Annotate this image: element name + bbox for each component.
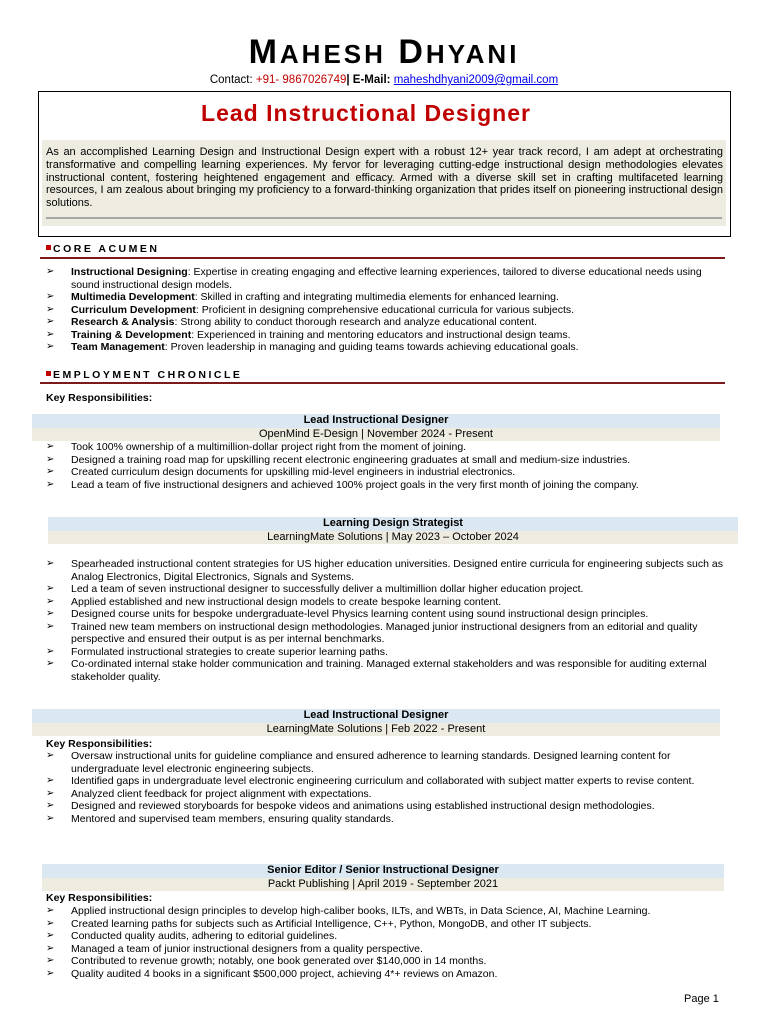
job-header (32, 414, 720, 441)
duty-text: Quality audited 4 books in a significant $500,000 project, achieving 4*+ reviews on Amazon. (71, 967, 498, 980)
bullet-item (46, 646, 726, 659)
skill-description: : Proficient in designing comprehensive educational curricula for various subjects. (195, 303, 575, 316)
arrow-bullet-icon: ➢ (46, 812, 55, 824)
arrow-bullet-icon: ➢ (46, 466, 55, 477)
duty-text: Took 100% ownership of a multimillion-dollar project right from the moment of joining. (71, 441, 467, 453)
name-first-initial: M (248, 33, 280, 71)
contact-label: Contact: (209, 74, 256, 86)
section-marker-icon (46, 245, 51, 250)
job-title: Learning Design Strategist (48, 517, 738, 531)
bullet-item (46, 466, 726, 479)
summary-text: As an accomplished Learning Design and Instructional Design expert with a robust 12+ year track record, I am adept at orchestrating transformative and compelling learning experiences. My fervor for leveraging cutting-edge instructional design methodologies elevates instructional content, fostering heightened engagement and efficacy. Armed with a diverse skill set in crafting multifaceted learning resources, I am zealous about bringing my proficiency to a forward-thinking organization that prides itself on pioneering instructional design solutions. (46, 146, 723, 210)
arrow-bullet-icon: ➢ (46, 775, 55, 786)
bullet-item (46, 341, 726, 354)
duty-text: Trained new team members on instructional design methodologies. Managed junior instructional designers from an editorial and quality perspective and ensured their output is as per internal benchmarks. (71, 620, 698, 645)
arrow-bullet-icon: ➢ (46, 955, 55, 966)
bullet-item (46, 968, 736, 981)
bullet-item (46, 621, 726, 646)
job-company: Packt Publishing | April 2019 - September 2021 (42, 878, 724, 891)
job-header (42, 864, 724, 891)
role-title: Lead Instructional Designer (201, 100, 531, 126)
arrow-bullet-icon: ➢ (46, 266, 55, 277)
skill-description: : Strong ability to conduct thorough research and analyze educational content. (174, 316, 537, 328)
bullet-item (46, 943, 736, 956)
page-number: Page 1 (684, 993, 719, 1005)
name-first-rest: AHESH (279, 39, 386, 69)
duty-text: Mentored and supervised team members, ensuring quality standards. (71, 812, 394, 825)
core-acumen-rule (40, 257, 725, 259)
bullet-item (46, 955, 736, 968)
arrow-bullet-icon: ➢ (46, 453, 55, 465)
duty-text: Spearheaded instructional content strategies for US higher education universities. Designed entire curricula for engineering subjects such as Analog Electronics, Digital Electronics, Signals and Systems. (71, 558, 723, 583)
arrow-bullet-icon: ➢ (46, 291, 55, 302)
bullet-item (46, 479, 726, 492)
key-responsibilities-label: Key Responsibilities: (46, 738, 153, 750)
phone-number: +91- 9867026749 (255, 74, 347, 86)
arrow-bullet-icon: ➢ (46, 787, 55, 799)
duty-text: Designed and reviewed storyboards for bespoke videos and animations using established instructional design methodologies. (71, 800, 655, 812)
job-title: Lead Instructional Designer (32, 414, 720, 428)
job-company: LearningMate Solutions | May 2023 – October 2024 (48, 531, 738, 544)
job-duties-list (46, 905, 736, 980)
bullet-item (46, 905, 736, 918)
skill-label: Training & Development (71, 328, 192, 341)
job-title: Senior Editor / Senior Instructional Designer (42, 864, 724, 878)
skill-description: : Expertise in creating engaging and effective learning experiences, tailored to diverse educational needs using sound instructional design models. (71, 266, 702, 291)
duty-text: Lead a team of five instructional designers and achieved 100% project goals in the very first month of joining the company. (71, 478, 639, 491)
duty-text: Designed a training road map for upskilling recent electronic engineering graduates at small and medium-size industries. (71, 453, 631, 466)
duty-text: Created learning paths for subjects such as Artificial Intelligence, C++, Python, MongoDB, and other IT subjects. (71, 917, 592, 930)
employment-rule (40, 382, 725, 384)
key-responsibilities-label: Key Responsibilities: (46, 392, 153, 404)
bullet-item (46, 800, 726, 813)
job-header (48, 517, 738, 544)
bullet-item (46, 775, 726, 788)
bullet-item (46, 918, 736, 931)
duty-text: Created curriculum design documents for upskilling mid-level engineers in industrial electronics. (71, 466, 516, 478)
arrow-bullet-icon: ➢ (46, 441, 55, 452)
arrow-bullet-icon: ➢ (46, 620, 55, 632)
bullet-item (46, 304, 726, 317)
bullet-item (46, 291, 726, 304)
job-duties-list (46, 558, 726, 683)
duty-text: Identified gaps in undergraduate level electronic engineering curriculum and collaborated with subject matter experts to revise content. (71, 775, 695, 787)
employment-heading (46, 369, 242, 381)
core-acumen-list (46, 266, 726, 354)
bullet-item (46, 454, 726, 467)
arrow-bullet-icon: ➢ (46, 316, 55, 327)
arrow-bullet-icon: ➢ (46, 750, 55, 761)
skill-description: : Skilled in crafting and integrating multimedia elements for enhanced learning. (194, 291, 559, 303)
skill-label: Research & Analysis (71, 316, 175, 328)
bullet-item (46, 930, 736, 943)
duty-text: Formulated instructional strategies to create superior learning paths. (71, 645, 388, 658)
bullet-item (46, 329, 726, 342)
email-label: | E-Mail: (346, 74, 394, 86)
job-duties-list (46, 441, 726, 491)
skill-description: : Proven leadership in managing and guiding teams towards achieving educational goals. (164, 341, 579, 353)
duty-text: Contributed to revenue growth; notably, one book generated over $140,000 in 14 months. (71, 955, 487, 967)
arrow-bullet-icon: ➢ (46, 942, 55, 954)
bullet-item (46, 441, 726, 454)
job-title: Lead Instructional Designer (32, 709, 720, 723)
bullet-item (46, 583, 726, 596)
duty-text: Led a team of seven instructional designer to successfully deliver a multimillion dollar higher education project. (71, 583, 584, 595)
employment-heading-text: EMPLOYMENT CHRONICLE (53, 369, 243, 381)
skill-label: Curriculum Development (71, 303, 196, 316)
duty-text: Analyzed client feedback for project alignment with expectations. (71, 787, 372, 800)
job-company: OpenMind E-Design | November 2024 - Present (32, 428, 720, 441)
arrow-bullet-icon: ➢ (46, 583, 55, 594)
arrow-bullet-icon: ➢ (46, 328, 55, 340)
skill-description: : Experienced in training and mentoring educators and instructional design teams. (191, 328, 571, 341)
skill-label: Instructional Designing (71, 266, 188, 278)
duty-text: Applied established and new instructional design models to create bespoke learning content. (71, 595, 502, 608)
job-company: LearningMate Solutions | Feb 2022 - Present (32, 723, 720, 736)
arrow-bullet-icon: ➢ (46, 905, 55, 916)
arrow-bullet-icon: ➢ (46, 645, 55, 657)
job-header (32, 709, 720, 736)
core-acumen-heading (46, 243, 159, 255)
name-last-initial: D (398, 33, 426, 71)
bullet-item (46, 813, 726, 826)
section-marker-icon (46, 371, 51, 376)
bullet-item (46, 658, 726, 683)
arrow-bullet-icon: ➢ (46, 595, 55, 607)
candidate-name (0, 32, 768, 74)
bullet-item (46, 750, 726, 775)
duty-text: Applied instructional design principles to develop high-caliber books, ILTs, and WBTs, in Data Science, AI, Machine Learning. (71, 905, 651, 917)
duty-text: Conducted quality audits, adhering to editorial guidelines. (71, 930, 338, 942)
contact-line (0, 73, 768, 87)
bullet-item (46, 558, 726, 583)
bullet-item (46, 788, 726, 801)
arrow-bullet-icon: ➢ (46, 930, 55, 941)
core-acumen-heading-text: CORE ACUMEN (53, 243, 160, 255)
duty-text: Oversaw instructional units for guideline compliance and ensured adherence to learning standards. Designed learning content for undergraduate level electronic engineering subjects. (71, 750, 671, 775)
arrow-bullet-icon: ➢ (46, 608, 55, 619)
skill-label: Team Management (71, 341, 165, 353)
arrow-bullet-icon: ➢ (46, 917, 55, 929)
job-duties-list (46, 750, 726, 825)
bullet-item (46, 266, 726, 291)
arrow-bullet-icon: ➢ (46, 967, 55, 979)
email-link[interactable]: maheshdhyani2009@gmail.com (393, 74, 559, 86)
arrow-bullet-icon: ➢ (46, 558, 55, 569)
skill-label: Multimedia Development (71, 291, 195, 303)
arrow-bullet-icon: ➢ (46, 800, 55, 811)
arrow-bullet-icon: ➢ (46, 658, 55, 669)
arrow-bullet-icon: ➢ (46, 303, 55, 315)
name-last-rest: HYANI (425, 39, 520, 69)
duty-text: Managed a team of junior instructional designers from a quality perspective. (71, 942, 423, 955)
arrow-bullet-icon: ➢ (46, 478, 55, 490)
summary-panel (42, 140, 726, 226)
bullet-item (46, 608, 726, 621)
bullet-item (46, 316, 726, 329)
key-responsibilities-label: Key Responsibilities: (46, 892, 153, 904)
duty-text: Co-ordinated internal stake holder communication and training. Managed external stakeholders and was responsible for auditing external stakeholder quality. (71, 658, 707, 683)
duty-text: Designed course units for bespoke undergraduate-level Physics learning content using sound instructional design principles. (71, 608, 649, 620)
bullet-item (46, 596, 726, 609)
summary-divider (46, 217, 722, 219)
arrow-bullet-icon: ➢ (46, 341, 55, 352)
